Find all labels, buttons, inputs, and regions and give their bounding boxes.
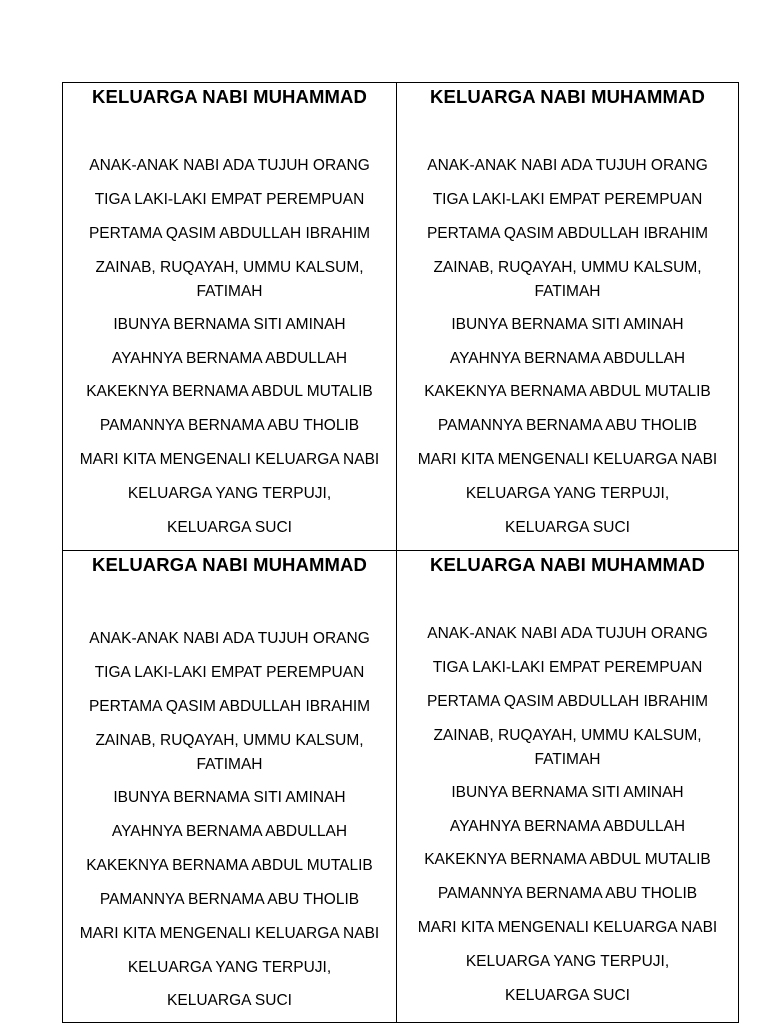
lyric-line: MARI KITA MENGENALI KELUARGA NABI — [417, 919, 718, 936]
lyric-line: KAKEKNYA BERNAMA ABDUL MUTALIB — [424, 851, 711, 868]
lyric-line: PERTAMA QASIM ABDULLAH IBRAHIM — [88, 698, 371, 715]
lyric-line: KELUARGA SUCI — [505, 987, 630, 1004]
lyric-line: KAKEKNYA BERNAMA ABDUL MUTALIB — [86, 383, 373, 400]
lyric-line: IBUNYA BERNAMA SITI AMINAH — [451, 316, 684, 333]
lyric-line: AYAHNYA BERNAMA ABDULLAH — [449, 818, 686, 835]
lyric-line: PAMANNYA BERNAMA ABU THOLIB — [437, 417, 698, 434]
lyrics-card-bottom-left — [63, 550, 396, 1022]
lyric-line: KELUARGA SUCI — [505, 519, 630, 536]
lyric-line: MARI KITA MENGENALI KELUARGA NABI — [417, 451, 718, 468]
lyric-line: MARI KITA MENGENALI KELUARGA NABI — [79, 925, 380, 942]
lyric-line: KELUARGA YANG TERPUJI, — [465, 485, 670, 502]
card-title: KELUARGA NABI MUHAMMAD — [430, 86, 705, 107]
lyric-line: ANAK-ANAK NABI ADA TUJUH ORANG — [427, 157, 708, 174]
lyric-line: IBUNYA BERNAMA SITI AMINAH — [113, 316, 346, 333]
lyric-line: ZAINAB, RUQAYAH, UMMU KALSUM, FATIMAH — [95, 259, 364, 300]
lyric-line: TIGA LAKI-LAKI EMPAT PEREMPUAN — [432, 191, 703, 208]
lyric-line: AYAHNYA BERNAMA ABDULLAH — [449, 350, 686, 367]
lyrics-card-bottom-right — [396, 550, 738, 1022]
lyric-line: ANAK-ANAK NABI ADA TUJUH ORANG — [89, 630, 370, 647]
card-title: KELUARGA NABI MUHAMMAD — [430, 554, 705, 575]
lyric-line: PERTAMA QASIM ABDULLAH IBRAHIM — [88, 225, 371, 242]
lyric-line: AYAHNYA BERNAMA ABDULLAH — [111, 350, 348, 367]
lyrics-card-top-left — [63, 83, 396, 550]
lyric-line: MARI KITA MENGENALI KELUARGA NABI — [79, 451, 380, 468]
lyric-line: ANAK-ANAK NABI ADA TUJUH ORANG — [427, 625, 708, 642]
lyric-line: TIGA LAKI-LAKI EMPAT PEREMPUAN — [432, 659, 703, 676]
lyric-line: KELUARGA SUCI — [167, 519, 292, 536]
lyrics-sheet-grid — [62, 82, 739, 1023]
lyric-line: TIGA LAKI-LAKI EMPAT PEREMPUAN — [94, 191, 365, 208]
lyric-line: KELUARGA YANG TERPUJI, — [465, 953, 670, 970]
lyric-line: AYAHNYA BERNAMA ABDULLAH — [111, 823, 348, 840]
lyric-line: PAMANNYA BERNAMA ABU THOLIB — [99, 417, 360, 434]
lyric-line: PERTAMA QASIM ABDULLAH IBRAHIM — [426, 693, 709, 710]
lyrics-card-top-right — [396, 83, 738, 550]
lyric-line: PERTAMA QASIM ABDULLAH IBRAHIM — [426, 225, 709, 242]
lyric-line: ANAK-ANAK NABI ADA TUJUH ORANG — [89, 157, 370, 174]
lyric-line: ZAINAB, RUQAYAH, UMMU KALSUM, FATIMAH — [433, 727, 702, 768]
lyric-line: KELUARGA SUCI — [167, 992, 292, 1009]
lyric-line: PAMANNYA BERNAMA ABU THOLIB — [437, 885, 698, 902]
lyric-line: IBUNYA BERNAMA SITI AMINAH — [113, 789, 346, 806]
lyric-line: ZAINAB, RUQAYAH, UMMU KALSUM, FATIMAH — [95, 732, 364, 773]
card-title: KELUARGA NABI MUHAMMAD — [92, 86, 367, 107]
lyric-line: KELUARGA YANG TERPUJI, — [127, 959, 332, 976]
lyric-line: IBUNYA BERNAMA SITI AMINAH — [451, 784, 684, 801]
lyric-line: PAMANNYA BERNAMA ABU THOLIB — [99, 891, 360, 908]
lyric-line: KELUARGA YANG TERPUJI, — [127, 485, 332, 502]
lyric-line: KAKEKNYA BERNAMA ABDUL MUTALIB — [86, 857, 373, 874]
lyric-line: TIGA LAKI-LAKI EMPAT PEREMPUAN — [94, 664, 365, 681]
lyric-line: ZAINAB, RUQAYAH, UMMU KALSUM, FATIMAH — [433, 259, 702, 300]
lyric-line: KAKEKNYA BERNAMA ABDUL MUTALIB — [424, 383, 711, 400]
card-title: KELUARGA NABI MUHAMMAD — [92, 554, 367, 575]
